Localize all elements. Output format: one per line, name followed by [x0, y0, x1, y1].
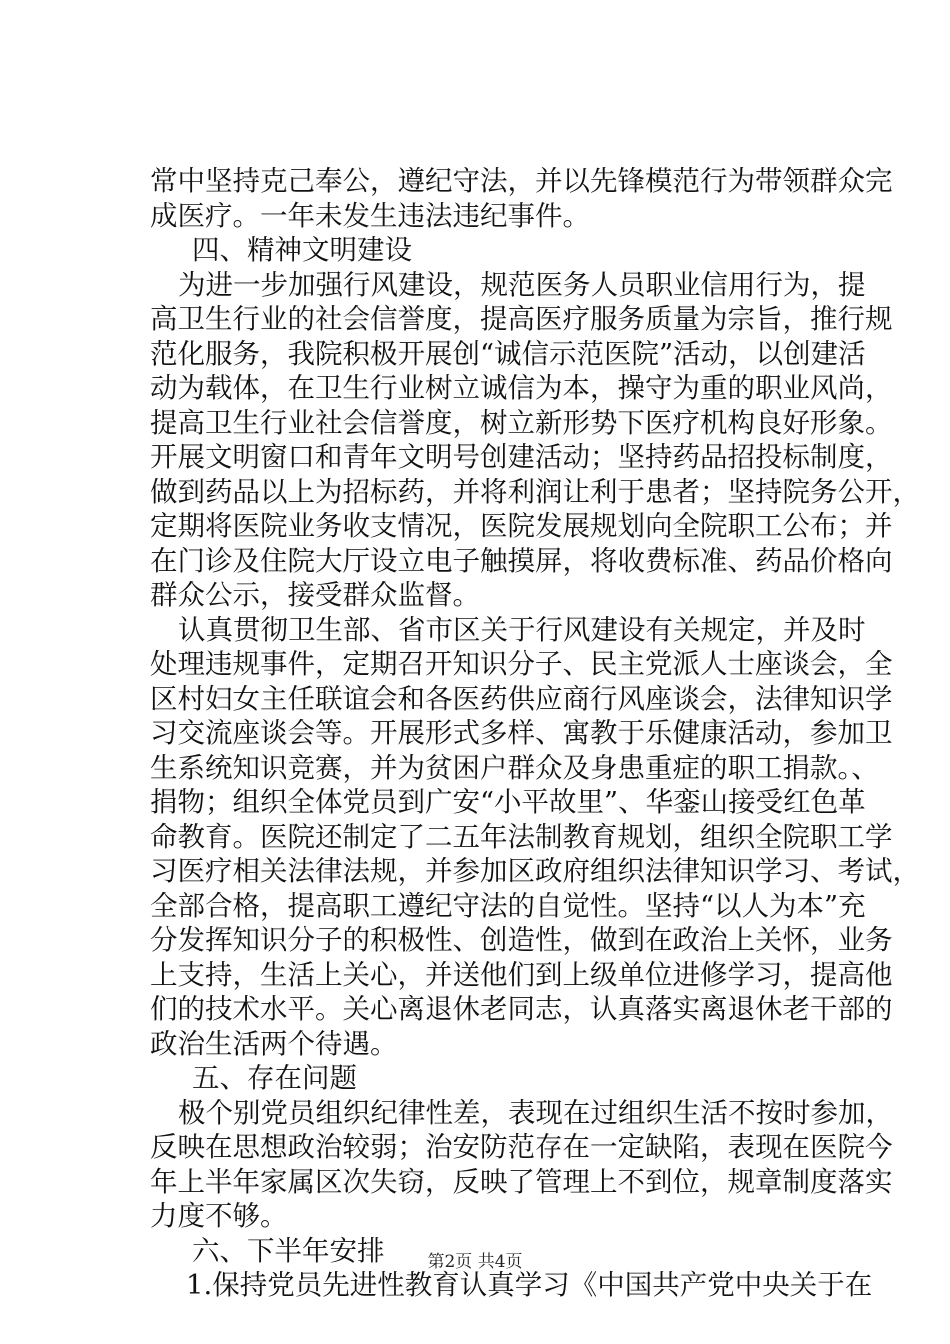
section-heading: 六、下半年安排 [192, 1234, 385, 1267]
text-line: 群众公示，接受群众监督。 [150, 579, 480, 611]
text-line: 为进一步加强行风建设，规范医务人员职业信用行为，提 [178, 268, 866, 301]
text-line: 做到药品以上为招标药，并将利润让利于患者；坚持院务公开， [150, 475, 920, 508]
text-line: 全部合格，提高职工遵纪守法的自觉性。坚持“以人为本”充 [150, 889, 866, 922]
text-line: 反映在思想政治较弱；治安防范存在一定缺陷，表现在医院今 [150, 1131, 893, 1163]
text-line: 在门诊及住院大厅设立电子触摸屏，将收费标准、药品价格向 [150, 544, 893, 577]
text-line: 分发挥知识分子的积极性、创造性，做到在政治上关怀，业务 [150, 924, 893, 956]
text-line: 范化服务，我院积极开展创“诚信示范医院”活动，以创建活 [150, 337, 866, 370]
text-line: 习交流座谈会等。开展形式多样、寓教于乐健康活动，参加卫 [150, 717, 893, 749]
section-heading: 四、精神文明建设 [192, 234, 412, 266]
text-line: 认真贯彻卫生部、省市区关于行风建设有关规定，并及时 [178, 613, 866, 646]
text-line: 捐物；组织全体党员到广安“小平故里”、华銮山接受红色革 [150, 786, 866, 818]
text-line: 动为载体，在卫生行业树立诚信为本，操守为重的职业风尚， [150, 372, 893, 404]
text-line: 常中坚持克己奉公，遵纪守法，并以先锋模范行为带领群众完 [150, 165, 893, 197]
text-line: 政治生活两个待遇。 [150, 1027, 398, 1060]
text-line: 极个别党员组织纪律性差，表现在过组织生活不按时参加， [178, 1096, 893, 1129]
section-heading: 五、存在问题 [192, 1062, 357, 1094]
text-line: 力度不够。 [150, 1200, 288, 1232]
text-line: 高卫生行业的社会信誉度，提高医疗服务质量为宗旨，推行规 [150, 303, 893, 335]
page-footer: 第2页 共4页 [427, 1252, 523, 1272]
text-line: 成医疗。一年未发生违法违纪事件。 [150, 199, 590, 232]
text-line: 处理违规事件，定期召开知识分子、民主党派人士座谈会，全 [150, 648, 893, 680]
text-line: 生系统知识竞赛，并为贫困户群众及身患重症的职工捐款。、 [150, 751, 879, 784]
text-line: 年上半年家属区次失窃，反映了管理上不到位，规章制度落实 [150, 1165, 893, 1198]
text-line: 定期将医院业务收支情况，医院发展规划向全院职工公布；并 [150, 510, 893, 542]
text-line: 们的技术水平。关心离退休老同志，认真落实离退休老干部的 [150, 993, 893, 1025]
text-line: 区村妇女主任联谊会和各医药供应商行风座谈会，法律知识学 [150, 682, 893, 715]
document-body [150, 164, 920, 1303]
text-line: 提高卫生行业社会信誉度，树立新形势下医疗机构良好形象。 [150, 406, 893, 439]
text-line: 习医疗相关法律法规，并参加区政府组织法律知识学习、考试， [150, 855, 920, 887]
text-line: 开展文明窗口和青年文明号创建活动；坚持药品招投标制度， [150, 441, 893, 473]
text-line: 命教育。医院还制定了二五年法制教育规划，组织全院职工学 [150, 820, 893, 853]
text-line: 上支持，生活上关心，并送他们到上级单位进修学习，提高他 [150, 958, 893, 991]
text-line: 1.保持党员先进性教育认真学习《中国共产党中央关于在 [186, 1269, 873, 1301]
